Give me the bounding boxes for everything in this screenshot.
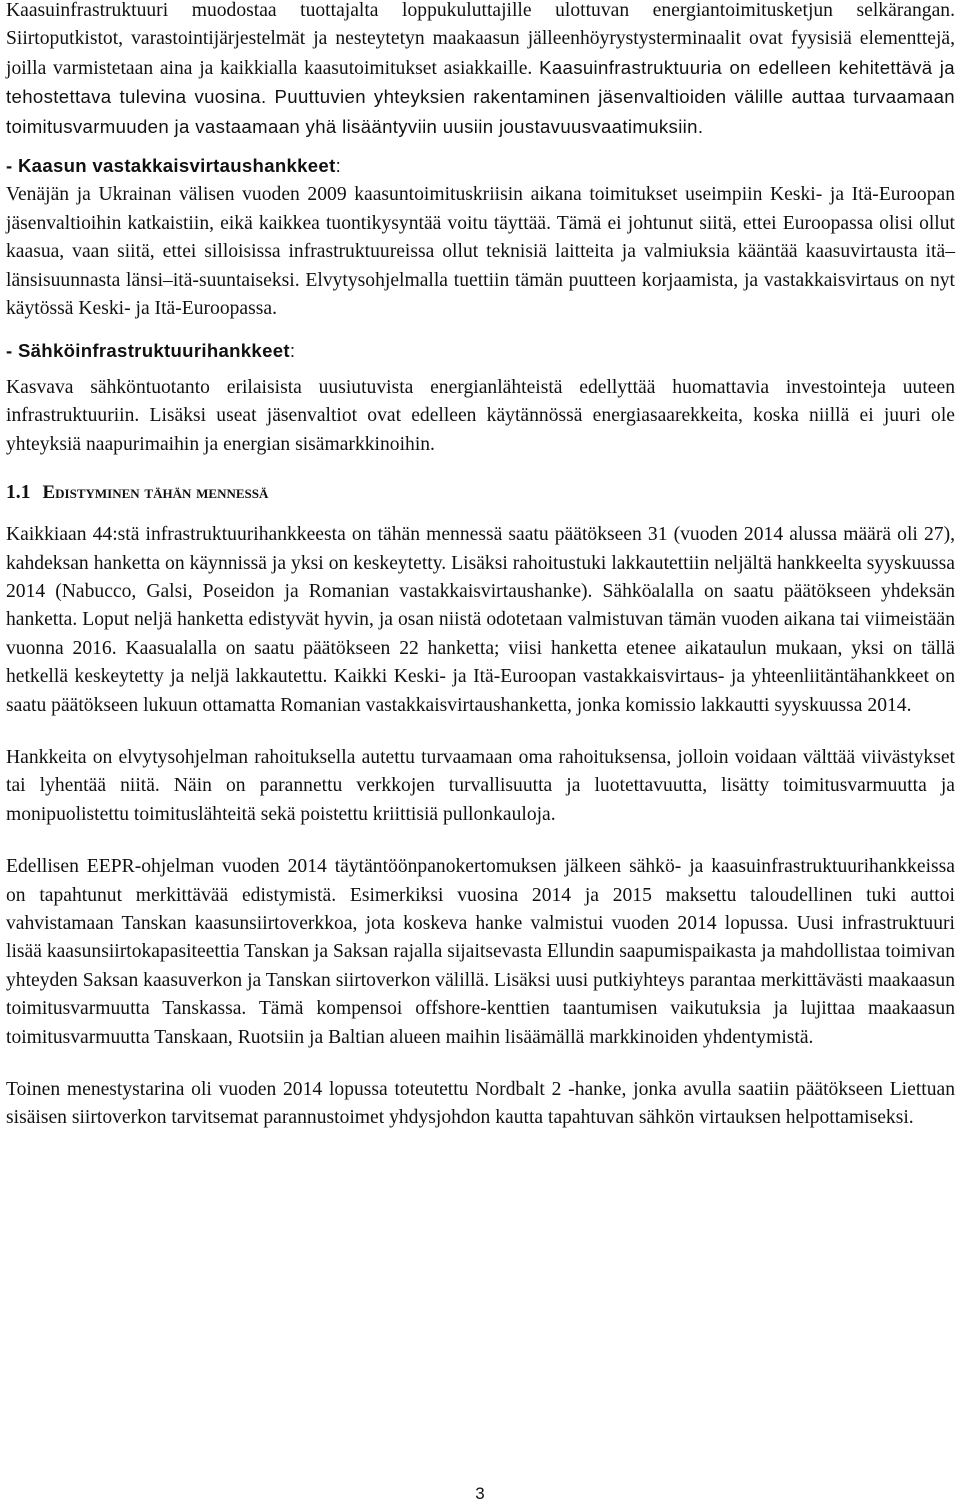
intro-text-part2: Kaasuinfrastruktuuria on edelleen kehitettävä ja tehostettava tulevina vuosina. Puuttuvien yhteyksien rakentaminen jäsenvaltioiden välille auttaa turvaamaan toimitusvarmuuden ja vastaamaan yhä lisääntyviin uusiin joustavuusvaatimuksiin. [6,56,955,137]
reverse-flow-heading: - Kaasun vastakkaisvirtaushankkeet [6,155,336,177]
reverse-flow-heading-line [6,152,955,181]
section-paragraph-4: Toinen menestystarina oli vuoden 2014 lopussa toteutettu Nordbalt 2 -hanke, jonka avulla saatiin päätökseen Liettuan sisäisen siirtoverkon tarvitsemat parannustoimet yhdysjohdon kautta tapahtuvan sähkön virtauksen helpottamiseksi. [6,1079,955,1129]
intro-text-part1: Kaasuinfrastruktuuri muodostaa tuottajalta loppukuluttajille ulottuvan energiantoimitusketjun selkärangan. Siirtoputkistot, varastointijärjestelmät ja nesteytetyn maakaasun jälleenhöyrystysterminaalit ovat fyysisiä elementtejä, joilla varmistetaan aina ja kaikkialla kaasutoimitukset asiakkaille. [6,0,955,79]
electricity-heading-line [6,337,955,365]
section-paragraph-1: Kaikkiaan 44:stä infrastruktuurihankkeesta on tähän mennessä saatu päätökseen 31 (vuoden 2014 alussa määrä oli 27), kahdeksan hanketta on käynnissä ja yksi on keskeytetty. Lisäksi rahoitustuki lakkautettiin neljältä hankkeelta syyskuussa 2014 (Nabucco, Galsi, Poseidon ja Romanian vastakkaisvirtaushanke). Sähköalalla on saatu päätökseen yhdeksän hanketta. Loput neljä hanketta edistyvät hyvin, ja osan niistä odotetaan valmistuvan tämän vuoden aikana tai viimeistään vuonna 2016. Kaasualalla on saatu päätökseen 22 hanketta; viisi hanketta etenee aikataulun mukaan, yksi on tällä hetkellä keskeytetty ja neljä lakkautettu. Kaikki Keski- ja Itä-Euroopan vastakkaisvirtaus- ja yhteenliitäntähankkeet on saatu päätökseen lukuun ottamatta Romanian vastakkaisvirtaushanketta, jonka komissio lakkautti syyskuussa 2014. [6,524,955,716]
reverse-flow-heading-colon: : [335,155,342,177]
electricity-heading: - Sähköinfrastruktuurihankkeet [6,340,290,362]
reverse-flow-paragraph: Venäjän ja Ukrainan välisen vuoden 2009 kaasuntoimituskriisin aikana toimitukset useimpiin Keski- ja Itä-Euroopan jäsenvaltioihin katkaistiin, eikä kaikkea tuontikysyntää voitu täyttää. Tämä ei johtunut siitä, ettei Euroopassa olisi ollut kaasua, vaan siitä, ettei silloisissa infrastruktuureissa ollut teknisiä laitteita ja valmiuksia kääntää kaasuvirtausta itä–länsisuunnasta länsi–itä-suuntaiseksi. Elvytysohjelmalla tuettiin tämän puutteen korjaamista, ja vastakkaisvirtaus on nyt käytössä Keski- ja Itä-Euroopassa. [6,184,955,320]
electricity-heading-colon: : [289,340,296,362]
section-number: 1.1 [6,482,31,504]
section-title: Edistyminen tähän mennessä [42,482,269,504]
intro-paragraph [6,0,955,142]
page-content [6,0,955,1133]
electricity-paragraph: Kasvava sähköntuotanto erilaisista uusiutuvista energianlähteistä edellyttää huomattavia investointeja uuteen infrastruktuuriin. Lisäksi useat jäsenvaltiot ovat edelleen käytännössä energiasaarekkeita, koska niillä ei juuri ole yhteyksiä naapurimaihin ja energian sisämarkkinoihin. [6,376,955,455]
section-heading [6,479,955,507]
page-number: 3 [475,1484,485,1503]
section-paragraph-2: Hankkeita on elvytysohjelman rahoituksella autettu turvaamaan oma rahoituksensa, jolloin voidaan välttää viivästykset tai lyhentää niitä. Näin on parannettu verkkojen turvallisuutta ja luotettavuutta, lisätty toimitusvarmuutta ja monipuolistettu toimituslähteitä sekä poistettu kriittisiä pullonkauloja. [6,746,955,825]
section-paragraph-3: Edellisen EEPR-ohjelman vuoden 2014 täytäntöönpanokertomuksen jälkeen sähkö- ja kaasuinfrastruktuurihankkeissa on tapahtunut merkittävää edistymistä. Esimerkiksi vuosina 2014 ja 2015 maksettu taloudellinen tuki auttoi vahvistamaan Tanskan kaasunsiirtoverkkoa, jota koskeva hanke valmistui vuoden 2014 lopussa. Uusi infrastruktuuri lisää kaasunsiirtokapasiteettia Tanskan ja Saksan rajalla sijaitsevasta Ellundin saapumispaikasta ja mahdollistaa toimivan yhteyden Saksan kaasuverkon ja Tanskan siirtoverkon välillä. Lisäksi uusi putkiyhteys parantaa merkittävästi maakaasun toimitusvarmuutta Tanskassa. Tämä kompensoi offshore-kenttien taantumisen vaikutuksia ja lujittaa maakaasun toimitusvarmuutta Tanskaan, Ruotsiin ja Baltian alueen maihin lisäämällä markkinoiden yhdentymistä. [6,856,955,1048]
